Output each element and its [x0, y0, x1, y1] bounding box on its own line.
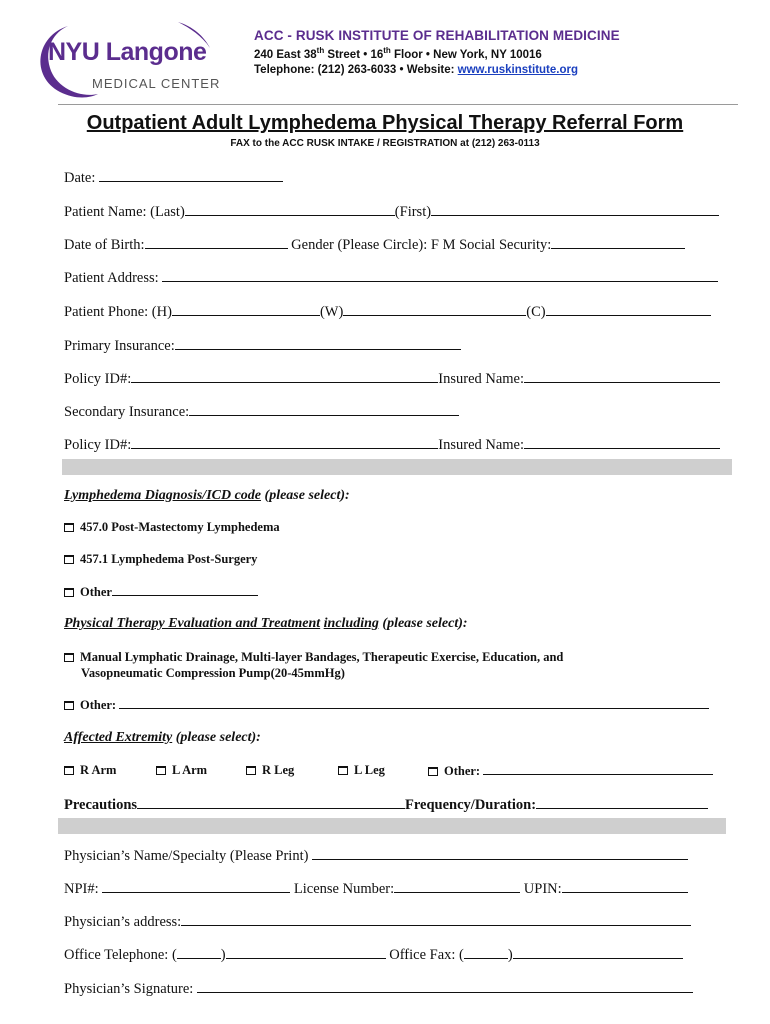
institute-header	[254, 28, 620, 76]
header-divider	[58, 104, 738, 105]
diagnosis-other-field[interactable]	[112, 584, 258, 596]
pt-option-standard-line2: Vasopneumatic Compression Pump(20-45mmHg)	[81, 666, 345, 680]
cell-phone-field[interactable]	[546, 302, 711, 316]
checkbox-icon[interactable]	[64, 653, 74, 662]
checkbox-icon[interactable]	[246, 766, 256, 775]
physician-name-field[interactable]	[312, 846, 688, 860]
npi-row: NPI#: License Number: UPIN:	[64, 879, 688, 898]
precautions-row: Precautions Frequency/Duration:	[64, 795, 708, 814]
office-tel-area-field[interactable]	[177, 945, 221, 959]
checkbox-icon[interactable]	[64, 766, 74, 775]
section-divider-band	[62, 459, 732, 475]
diagnosis-heading: Lymphedema Diagnosis/ICD code (please select):	[64, 488, 350, 503]
pt-option-standard[interactable]: Manual Lymphatic Drainage, Multi-layer Bandages, Therapeutic Exercise, Education, and	[64, 650, 563, 665]
extremity-r-leg[interactable]: R Leg	[246, 763, 294, 778]
office-tel-field[interactable]	[226, 945, 386, 959]
checkbox-icon[interactable]	[64, 588, 74, 597]
policy-row: Policy ID#: Insured Name:	[64, 369, 720, 388]
first-name-field[interactable]	[431, 202, 719, 216]
physician-address-field[interactable]	[181, 912, 691, 926]
pt-heading: Physical Therapy Evaluation and Treatment including (please select):	[64, 616, 468, 631]
policy2-id-field[interactable]	[131, 435, 438, 449]
pt-option-other[interactable]: Other:	[64, 697, 709, 713]
primary-insurance-row: Primary Insurance:	[64, 336, 461, 355]
checkbox-icon[interactable]	[64, 555, 74, 564]
checkbox-icon[interactable]	[428, 767, 438, 776]
patient-address-field[interactable]	[162, 268, 718, 282]
physician-address-row: Physician’s address:	[64, 912, 691, 931]
address-row: Patient Address:	[64, 268, 718, 287]
insured-name-field[interactable]	[524, 369, 720, 383]
npi-field[interactable]	[102, 879, 290, 893]
policy2-row: Policy ID#: Insured Name:	[64, 435, 720, 454]
institute-contact: Telephone: (212) 263-6033 • Website: www.ruskinstitute.org	[254, 63, 578, 76]
date-field[interactable]	[99, 168, 283, 182]
checkbox-icon[interactable]	[338, 766, 348, 775]
checkbox-icon[interactable]	[64, 701, 74, 710]
insured2-name-field[interactable]	[524, 435, 720, 449]
physician-name-row: Physician’s Name/Specialty (Please Print)	[64, 846, 688, 865]
office-fax-field[interactable]	[513, 945, 683, 959]
frequency-field[interactable]	[536, 795, 708, 809]
checkbox-icon[interactable]	[156, 766, 166, 775]
extremity-l-arm[interactable]: L Arm	[156, 763, 207, 778]
diagnosis-option-other[interactable]: Other	[64, 584, 258, 600]
office-phone-row: Office Telephone: ( ) Office Fax: ( )	[64, 945, 683, 964]
license-field[interactable]	[394, 879, 520, 893]
form-title: Outpatient Adult Lymphedema Physical Therapy Referral Form	[86, 112, 684, 134]
signature-field[interactable]	[197, 979, 693, 993]
website-link[interactable]: www.ruskinstitute.org	[457, 63, 578, 76]
extremity-l-leg[interactable]: L Leg	[338, 763, 385, 778]
gender-label[interactable]: Gender (Please Circle): F M	[291, 237, 456, 253]
fax-instruction: FAX to the ACC RUSK INTAKE / REGISTRATION at (212) 263-0113	[230, 138, 540, 149]
office-fax-area-field[interactable]	[464, 945, 508, 959]
pt-other-field[interactable]	[119, 697, 709, 709]
logo-main-text: NYU Langone	[48, 38, 207, 66]
date-row: Date:	[64, 168, 283, 187]
dob-field[interactable]	[145, 235, 288, 249]
last-name-field[interactable]	[185, 202, 395, 216]
section-divider-band-2	[58, 818, 726, 834]
extremity-r-arm[interactable]: R Arm	[64, 763, 116, 778]
extremity-other-field[interactable]	[483, 763, 713, 775]
precautions-field[interactable]	[137, 795, 405, 809]
signature-row: Physician’s Signature:	[64, 979, 693, 998]
secondary-insurance-field[interactable]	[189, 402, 459, 416]
diagnosis-option-457-0[interactable]: 457.0 Post-Mastectomy Lymphedema	[64, 520, 280, 535]
secondary-insurance-row: Secondary Insurance:	[64, 402, 459, 421]
logo-sub-text: MEDICAL CENTER	[92, 76, 221, 91]
phone-row: Patient Phone: (H) (W) (C)	[64, 302, 711, 321]
institute-address: 240 East 38th Street • 16th Floor • New York, NY 10016	[254, 46, 542, 61]
checkbox-icon[interactable]	[64, 523, 74, 532]
primary-insurance-field[interactable]	[175, 336, 461, 350]
institute-name: ACC - RUSK INSTITUTE OF REHABILITATION MEDICINE	[254, 28, 620, 43]
dob-row: Date of Birth: Gender (Please Circle): F M Social Security:	[64, 235, 685, 254]
ssn-field[interactable]	[551, 235, 685, 249]
home-phone-field[interactable]	[172, 302, 320, 316]
extremity-heading: Affected Extremity (please select):	[64, 730, 261, 745]
diagnosis-option-457-1[interactable]: 457.1 Lymphedema Post-Surgery	[64, 552, 257, 567]
work-phone-field[interactable]	[343, 302, 526, 316]
policy-id-field[interactable]	[131, 369, 438, 383]
upin-field[interactable]	[562, 879, 688, 893]
patient-name-row: Patient Name: (Last) (First)	[64, 202, 719, 221]
extremity-other[interactable]: Other:	[428, 763, 713, 779]
nyu-langone-logo	[28, 18, 228, 104]
